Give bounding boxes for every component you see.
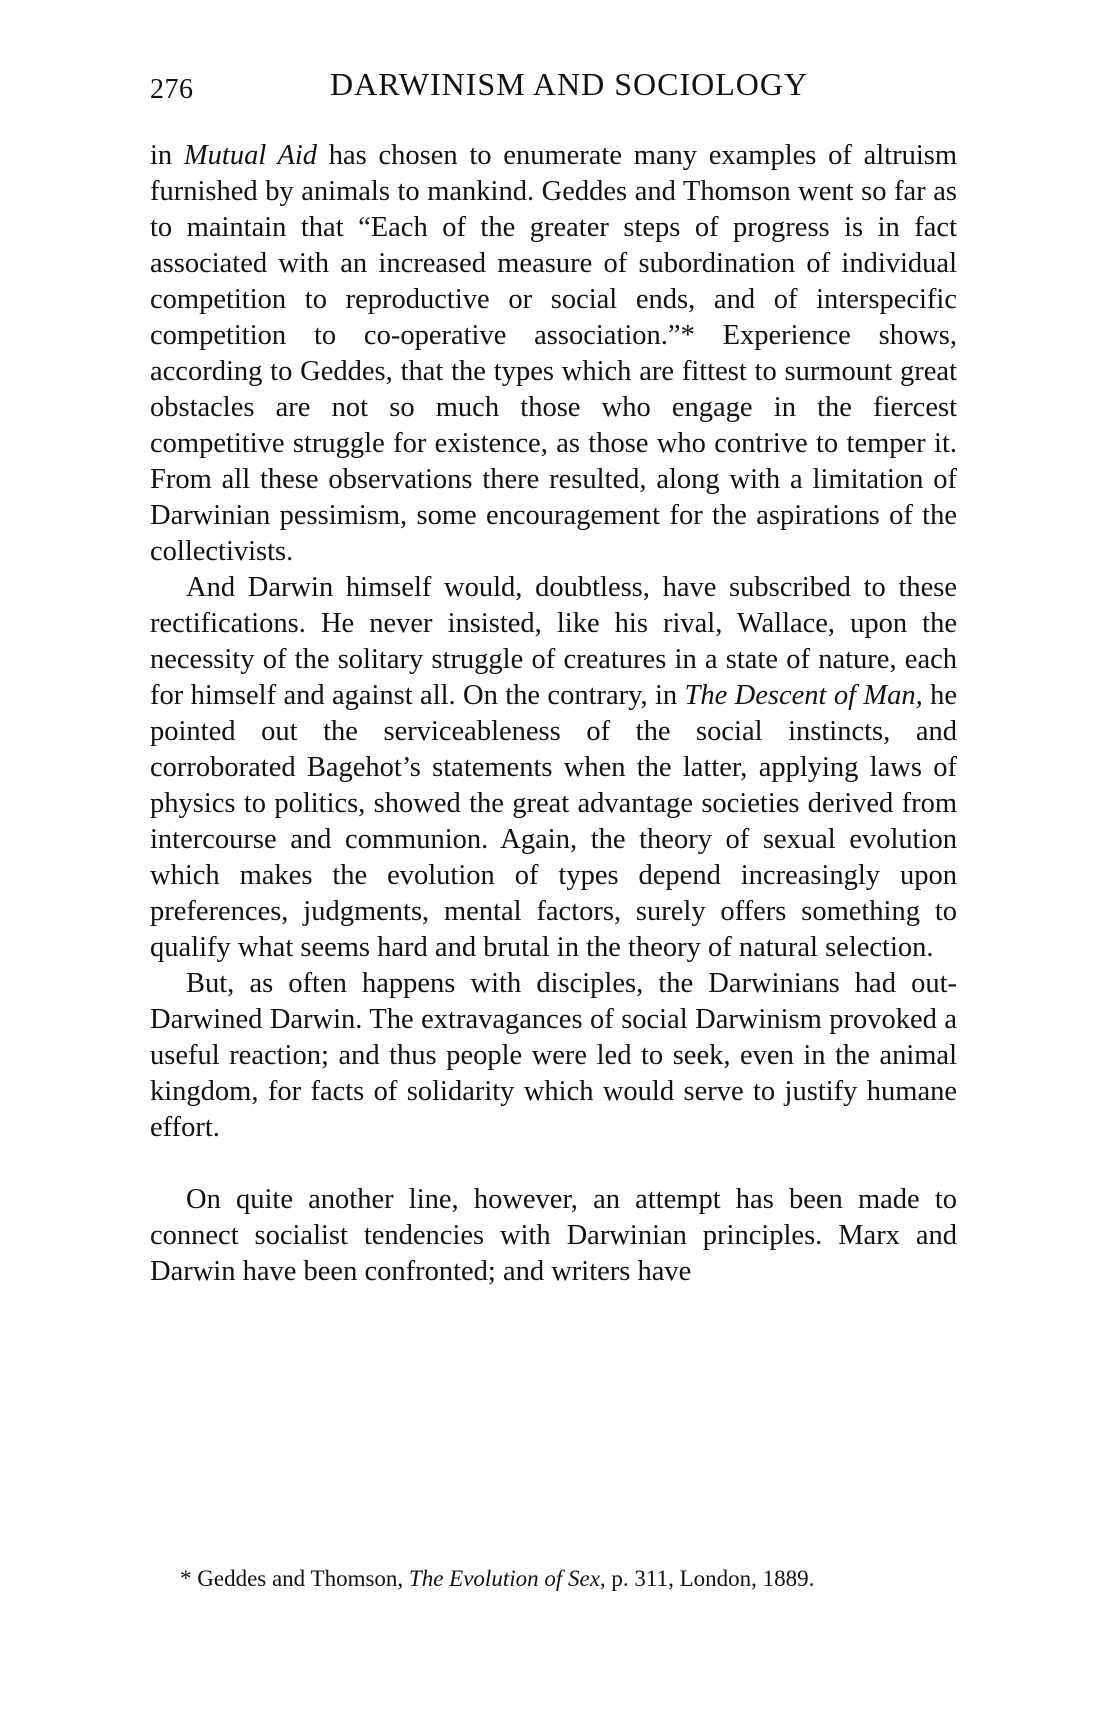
paragraph-2-rest: he pointed out the serviceableness of the social instincts, and corroborated Bagehot’s statements when the latter, applying laws of physics to politics, showed the great advantage societies derived from intercourse and communion. Again, the theory of sexual evolution which makes the evolution of types depend increasingly upon preferences, judgments, mental factors, surely offers something to qualify what seems hard and brutal in the theory of natural selection.	[150, 680, 958, 963]
paragraph-3: But, as often happens with disciples, the Darwinians had out-Darwined Darwin. The extravagances of social Darwinism provoked a useful reaction; and thus people were led to seek, even in the animal kingdom, for facts of solidarity which would serve to justify humane effort.	[150, 968, 957, 1143]
footnote	[150, 1564, 957, 1594]
book-title-descent-of-man: The Descent of Man,	[684, 680, 923, 711]
page-number: 276	[150, 74, 194, 105]
paragraph-4: On quite another line, however, an attempt has been made to connect socialist tendencies with Darwinian principles. Marx and Darwin have been confronted; and writers have	[150, 1184, 957, 1287]
paragraph-1	[150, 138, 957, 570]
body-text	[150, 138, 957, 1290]
footnote-book-title: The Evolution of Sex,	[408, 1566, 606, 1591]
paragraph-2-start: And Darwin himself would, doubtless, have subscribed to these rectifications. He never insisted, like his rival, Wallace, upon the necessity of the solitary struggle of creatures in a state of nature, each for himself and against all. On the contrary, in	[150, 572, 957, 711]
paragraph-1-rest: has chosen to enumerate many examples of altruism furnished by animals to mankind. Geddes and Thomson went so far as to maintain that “Each of the greater steps of progress is in fact associated with an increased measure of subordination of individual competition to reproductive or social ends, and of interspecific competition to co-operative association.”* Experience shows, according to Geddes, that the types which are fittest to surmount great obstacles are not so much those who engage in the fiercest competitive struggle for existence, as those who contrive to temper it. From all these observations there resulted, along with a limitation of Darwinian pessimism, some encouragement for the aspirations of the collectivists.	[150, 140, 957, 567]
running-head	[150, 66, 950, 116]
footnote-citation: p. 311, London, 1889.	[605, 1566, 815, 1591]
paragraph-1-start: in	[150, 140, 184, 171]
book-title-mutual-aid: Mutual Aid	[183, 140, 318, 171]
paragraph-2	[150, 570, 957, 966]
footnote-start: * Geddes and Thomson,	[180, 1566, 409, 1591]
running-title: DARWINISM AND SOCIOLOGY	[330, 66, 809, 102]
footnote-text	[150, 1564, 957, 1594]
